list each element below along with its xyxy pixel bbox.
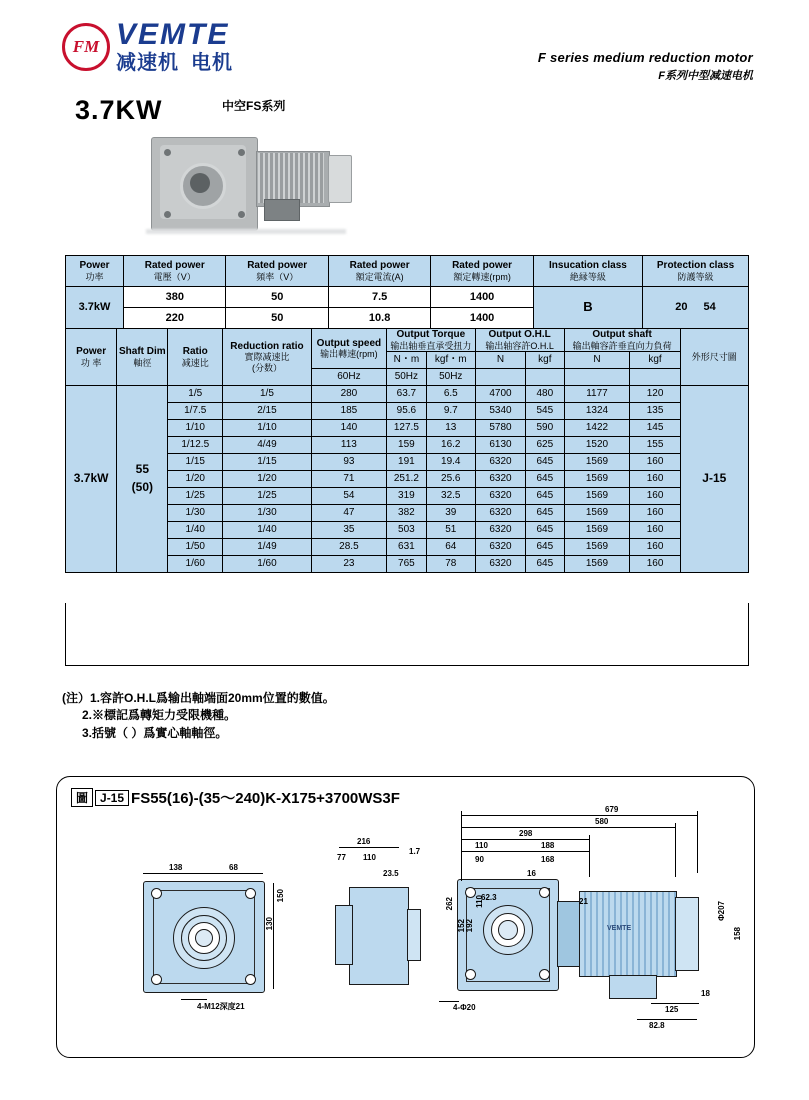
logo-mark-icon: FM	[62, 23, 110, 71]
ratio-sub-blank-1	[475, 368, 525, 385]
ratio-sub-shaft-kgf: kgf	[630, 351, 680, 368]
spec-col-power: Power 功率	[66, 256, 124, 287]
dim-front-d: 130	[265, 917, 274, 931]
dim-main-n: 62.3	[481, 893, 497, 902]
dim-main-t: 18	[701, 989, 710, 998]
cell-ohl-n: 6320	[475, 453, 525, 470]
dim-main-j: 262	[445, 897, 454, 911]
cell-shaft-n: 1569	[564, 487, 630, 504]
note-line-2: 2.※標記爲轉矩力受限機種。	[82, 708, 237, 723]
ratio-sub-torque-kgfm: kgf・m	[426, 351, 475, 368]
cell-ohl-kgf: 645	[526, 470, 564, 487]
dim-side-c: 110	[363, 853, 376, 862]
side-view	[335, 887, 421, 983]
cell-ohl-n: 6320	[475, 470, 525, 487]
cell-ohl-kgf: 480	[526, 385, 564, 402]
ratio-sub-blank-4	[630, 368, 680, 385]
cell-speed: 35	[311, 521, 386, 538]
cell-ohl-kgf: 645	[526, 487, 564, 504]
dim-main-o: 4-Φ20	[453, 1003, 476, 1012]
cell-nm: 503	[386, 521, 426, 538]
ratio-col-power: Power 功 率	[66, 329, 117, 386]
page-title: 3.7KW	[75, 95, 163, 125]
note-line-3: 3.括號（ ）爲實心軸軸徑。	[82, 725, 228, 740]
cell-ohl-n: 6320	[475, 555, 525, 572]
cell-ratio: 1/50	[168, 538, 223, 555]
dim-main-f: 90	[475, 855, 484, 864]
cell-ohl-n: 6320	[475, 504, 525, 521]
cell-ohl-n: 6320	[475, 538, 525, 555]
ratio-col-ohl: Output O.H.L 输出轴容許O.H.L	[475, 329, 564, 352]
cell-ohl-n: 5340	[475, 402, 525, 419]
cell-shaft-n: 1569	[564, 504, 630, 521]
dim-main-m: 110	[475, 895, 484, 908]
brand-cn-part1: 减速机	[116, 52, 179, 74]
table-row	[66, 453, 749, 470]
table-row	[66, 487, 749, 504]
spec-protection-value	[643, 287, 749, 329]
spec-speed-1: 1400	[431, 287, 533, 308]
cell-nm: 765	[386, 555, 426, 572]
ratio-col-shaftdim: Shaft Dim 軸徑	[117, 329, 168, 386]
cell-reduction: 1/60	[223, 555, 312, 572]
cell-nm: 95.6	[386, 402, 426, 419]
drawing-tag-icon: 圖	[71, 788, 93, 807]
cell-speed: 93	[311, 453, 386, 470]
cell-ratio: 1/60	[168, 555, 223, 572]
product-photo	[146, 133, 366, 233]
series-label: 中空FS系列	[222, 99, 286, 113]
dim-main-l: 192	[465, 919, 474, 933]
cell-nm: 127.5	[386, 419, 426, 436]
spec-table-header-row	[66, 256, 749, 287]
cell-kgfm: 51	[426, 521, 475, 538]
table-row	[66, 555, 749, 572]
cell-kgfm: 9.7	[426, 402, 475, 419]
cell-ratio: 1/15	[168, 453, 223, 470]
cell-shaft-n: 1569	[564, 521, 630, 538]
drawing-artwork	[57, 777, 754, 1057]
spec-current-2: 10.8	[328, 308, 430, 329]
ratio-shaftdim-value: 55 (50)	[117, 385, 168, 572]
cell-nm: 63.7	[386, 385, 426, 402]
cell-kgfm: 32.5	[426, 487, 475, 504]
table-row	[66, 385, 749, 402]
ratio-sub-torque-nm: N・m	[386, 351, 426, 368]
cell-ohl-kgf: 625	[526, 436, 564, 453]
ratio-col-ratio: Ratio 减速比	[168, 329, 223, 386]
cell-ohl-n: 6320	[475, 521, 525, 538]
ratio-sub-speed-50: 50Hz	[386, 368, 426, 385]
motor-nameplate-label: VEMTE	[607, 925, 632, 932]
cell-kgfm: 16.2	[426, 436, 475, 453]
dimension-drawing-panel	[56, 776, 755, 1058]
main-assembly-view	[457, 873, 727, 1003]
ratio-power-value: 3.7kW	[66, 385, 117, 572]
header-title-block	[538, 50, 753, 83]
dim-front-c: 150	[276, 889, 285, 903]
table-row	[66, 521, 749, 538]
spec-current-1: 7.5	[328, 287, 430, 308]
cell-shaft-kgf: 160	[630, 521, 680, 538]
table-row	[66, 419, 749, 436]
cell-shaft-kgf: 160	[630, 504, 680, 521]
dim-front-a: 138	[169, 863, 183, 872]
dim-side-a: 216	[357, 837, 371, 846]
cell-speed: 185	[311, 402, 386, 419]
table-row	[66, 470, 749, 487]
cell-ratio: 1/20	[168, 470, 223, 487]
cell-ohl-kgf: 645	[526, 555, 564, 572]
dim-main-k: 152	[457, 919, 466, 933]
cell-nm: 159	[386, 436, 426, 453]
dim-main-b: 580	[595, 817, 609, 826]
cell-shaft-kgf: 145	[630, 419, 680, 436]
cell-ratio: 1/7.5	[168, 402, 223, 419]
cell-shaft-n: 1324	[564, 402, 630, 419]
cell-shaft-kgf: 160	[630, 453, 680, 470]
cell-ratio: 1/40	[168, 521, 223, 538]
ratio-col-outspeed: Output speed 输出轉速(rpm)	[311, 329, 386, 369]
spec-power-value: 3.7kW	[66, 287, 124, 329]
spec-col-current: Rated power 額定電流(A)	[328, 256, 430, 287]
notes-block	[62, 690, 335, 742]
spec-col-insulation: Insucation class 絶縁等級	[533, 256, 642, 287]
spec-speed-2: 1400	[431, 308, 533, 329]
dim-main-total: 679	[605, 805, 619, 814]
cell-shaft-kgf: 160	[630, 470, 680, 487]
ratio-sub-torque-50: 50Hz	[426, 368, 475, 385]
cell-kgfm: 64	[426, 538, 475, 555]
ratio-col-shaft: Output shaft 输出軸容許垂直向力負荷	[564, 329, 680, 352]
ratio-sub-ohl-kgf: kgf	[526, 351, 564, 368]
dim-main-d: 110	[475, 841, 488, 850]
cell-shaft-n: 1569	[564, 538, 630, 555]
dim-main-e: 188	[541, 841, 555, 850]
cell-kgfm: 78	[426, 555, 475, 572]
cell-ohl-kgf: 645	[526, 521, 564, 538]
cell-reduction: 1/30	[223, 504, 312, 521]
brand-cn-part2: 电机	[191, 52, 233, 74]
cell-shaft-kgf: 120	[630, 385, 680, 402]
cell-speed: 54	[311, 487, 386, 504]
specification-tables	[65, 255, 749, 573]
brand-logo	[62, 20, 233, 73]
cell-shaft-kgf: 155	[630, 436, 680, 453]
cell-ratio: 1/25	[168, 487, 223, 504]
table-row	[66, 436, 749, 453]
cell-ohl-kgf: 545	[526, 402, 564, 419]
cell-nm: 631	[386, 538, 426, 555]
ratio-sub-speed-60: 60Hz	[311, 368, 386, 385]
cell-reduction: 1/10	[223, 419, 312, 436]
dim-side-e: 23.5	[383, 869, 399, 878]
cell-ohl-kgf: 645	[526, 504, 564, 521]
table-row	[66, 504, 749, 521]
cell-shaft-n: 1177	[564, 385, 630, 402]
cell-kgfm: 19.4	[426, 453, 475, 470]
cell-reduction: 1/5	[223, 385, 312, 402]
cell-reduction: 4/49	[223, 436, 312, 453]
dim-main-h: 16	[527, 869, 536, 878]
dim-side-b: 77	[337, 853, 346, 862]
spec-col-frequency: Rated power 頻率（V）	[226, 256, 328, 287]
dim-front-b: 68	[229, 863, 238, 872]
cell-ratio: 1/10	[168, 419, 223, 436]
cell-reduction: 1/25	[223, 487, 312, 504]
cell-speed: 23	[311, 555, 386, 572]
cell-ratio: 1/30	[168, 504, 223, 521]
page-header	[0, 0, 809, 92]
table-row	[66, 538, 749, 555]
cell-reduction: 2/15	[223, 402, 312, 419]
ratio-header-row-1	[66, 329, 749, 352]
header-title-cn: F系列中型减速电机	[658, 70, 753, 82]
cell-nm: 251.2	[386, 470, 426, 487]
cell-speed: 140	[311, 419, 386, 436]
cell-kgfm: 13	[426, 419, 475, 436]
dim-main-s: 82.8	[649, 1021, 665, 1030]
cell-reduction: 1/20	[223, 470, 312, 487]
table-row	[66, 402, 749, 419]
spec-voltage-2: 220	[124, 308, 226, 329]
cell-ohl-kgf: 590	[526, 419, 564, 436]
spec-voltage-1: 380	[124, 287, 226, 308]
protection-value-2: 54	[703, 301, 716, 314]
cell-shaft-n: 1569	[564, 470, 630, 487]
dim-main-q: 158	[733, 927, 742, 941]
cell-ohl-n: 6320	[475, 487, 525, 504]
ratio-col-reduction: Reduction ratio 實際减速比 (分数）	[223, 329, 312, 386]
cell-speed: 47	[311, 504, 386, 521]
brand-name-cn	[116, 53, 233, 73]
spec-table	[65, 255, 749, 329]
cell-shaft-kgf: 160	[630, 555, 680, 572]
spec-row-1	[66, 287, 749, 308]
cell-shaft-kgf: 160	[630, 538, 680, 555]
cell-speed: 28.5	[311, 538, 386, 555]
dim-main-g: 168	[541, 855, 555, 864]
dim-main-r: 125	[665, 1005, 679, 1014]
cell-shaft-n: 1422	[564, 419, 630, 436]
cell-ratio: 1/5	[168, 385, 223, 402]
protection-value-1: 20	[675, 301, 688, 314]
cell-ratio: 1/12.5	[168, 436, 223, 453]
front-view	[143, 881, 263, 991]
cell-ohl-n: 6130	[475, 436, 525, 453]
ratio-col-dimension: 外形尺寸圖	[680, 329, 748, 386]
cell-speed: 280	[311, 385, 386, 402]
spec-col-protection: Protection class 防護等級	[643, 256, 749, 287]
drawing-code: FS55(16)-(35～240)K-X175+3700WS3F	[131, 790, 400, 807]
spec-insulation-value: B	[533, 287, 642, 329]
spec-col-speed: Rated power 額定轉速(rpm)	[431, 256, 533, 287]
spec-freq-2: 50	[226, 308, 328, 329]
cell-nm: 319	[386, 487, 426, 504]
cell-kgfm: 39	[426, 504, 475, 521]
cell-shaft-n: 1569	[564, 453, 630, 470]
cell-reduction: 1/15	[223, 453, 312, 470]
cell-ohl-kgf: 645	[526, 453, 564, 470]
cell-nm: 191	[386, 453, 426, 470]
dim-main-c: 298	[519, 829, 533, 838]
drawing-code-box: J-15	[95, 790, 129, 806]
cell-shaft-n: 1520	[564, 436, 630, 453]
brand-text	[116, 20, 233, 73]
cell-kgfm: 25.6	[426, 470, 475, 487]
cell-reduction: 1/49	[223, 538, 312, 555]
cell-kgfm: 6.5	[426, 385, 475, 402]
cell-nm: 382	[386, 504, 426, 521]
cell-shaft-kgf: 135	[630, 402, 680, 419]
dim-main-i: 21	[579, 897, 588, 906]
header-title-en: F series medium reduction motor	[537, 50, 753, 65]
spec-freq-1: 50	[226, 287, 328, 308]
spec-col-voltage: Rated power 電壓（V）	[124, 256, 226, 287]
note-line-1: (注）1.容許O.H.L爲输出軸端面20mm位置的數值。	[62, 691, 335, 705]
cell-speed: 71	[311, 470, 386, 487]
ratio-sub-blank-2	[526, 368, 564, 385]
cell-shaft-kgf: 160	[630, 487, 680, 504]
ratio-sub-shaft-n: N	[564, 351, 630, 368]
dim-front-bolt: 4-M12深度21	[197, 1002, 245, 1011]
cell-ohl-kgf: 645	[526, 538, 564, 555]
dim-side-d: 1.7	[409, 847, 421, 856]
cell-ohl-n: 5780	[475, 419, 525, 436]
cell-speed: 113	[311, 436, 386, 453]
ratio-sub-ohl-n: N	[475, 351, 525, 368]
cell-ohl-n: 4700	[475, 385, 525, 402]
ratio-table	[65, 328, 749, 573]
cell-reduction: 1/40	[223, 521, 312, 538]
table-footer-blank	[65, 603, 749, 666]
cell-shaft-n: 1569	[564, 555, 630, 572]
ratio-col-torque: Output Torque 输出轴垂直承受扭力	[386, 329, 475, 352]
ratio-dimension-code: J-15	[680, 385, 748, 572]
dim-main-p: Φ207	[717, 901, 726, 921]
ratio-sub-blank-3	[564, 368, 630, 385]
brand-name-en: VEMTE	[116, 18, 230, 51]
